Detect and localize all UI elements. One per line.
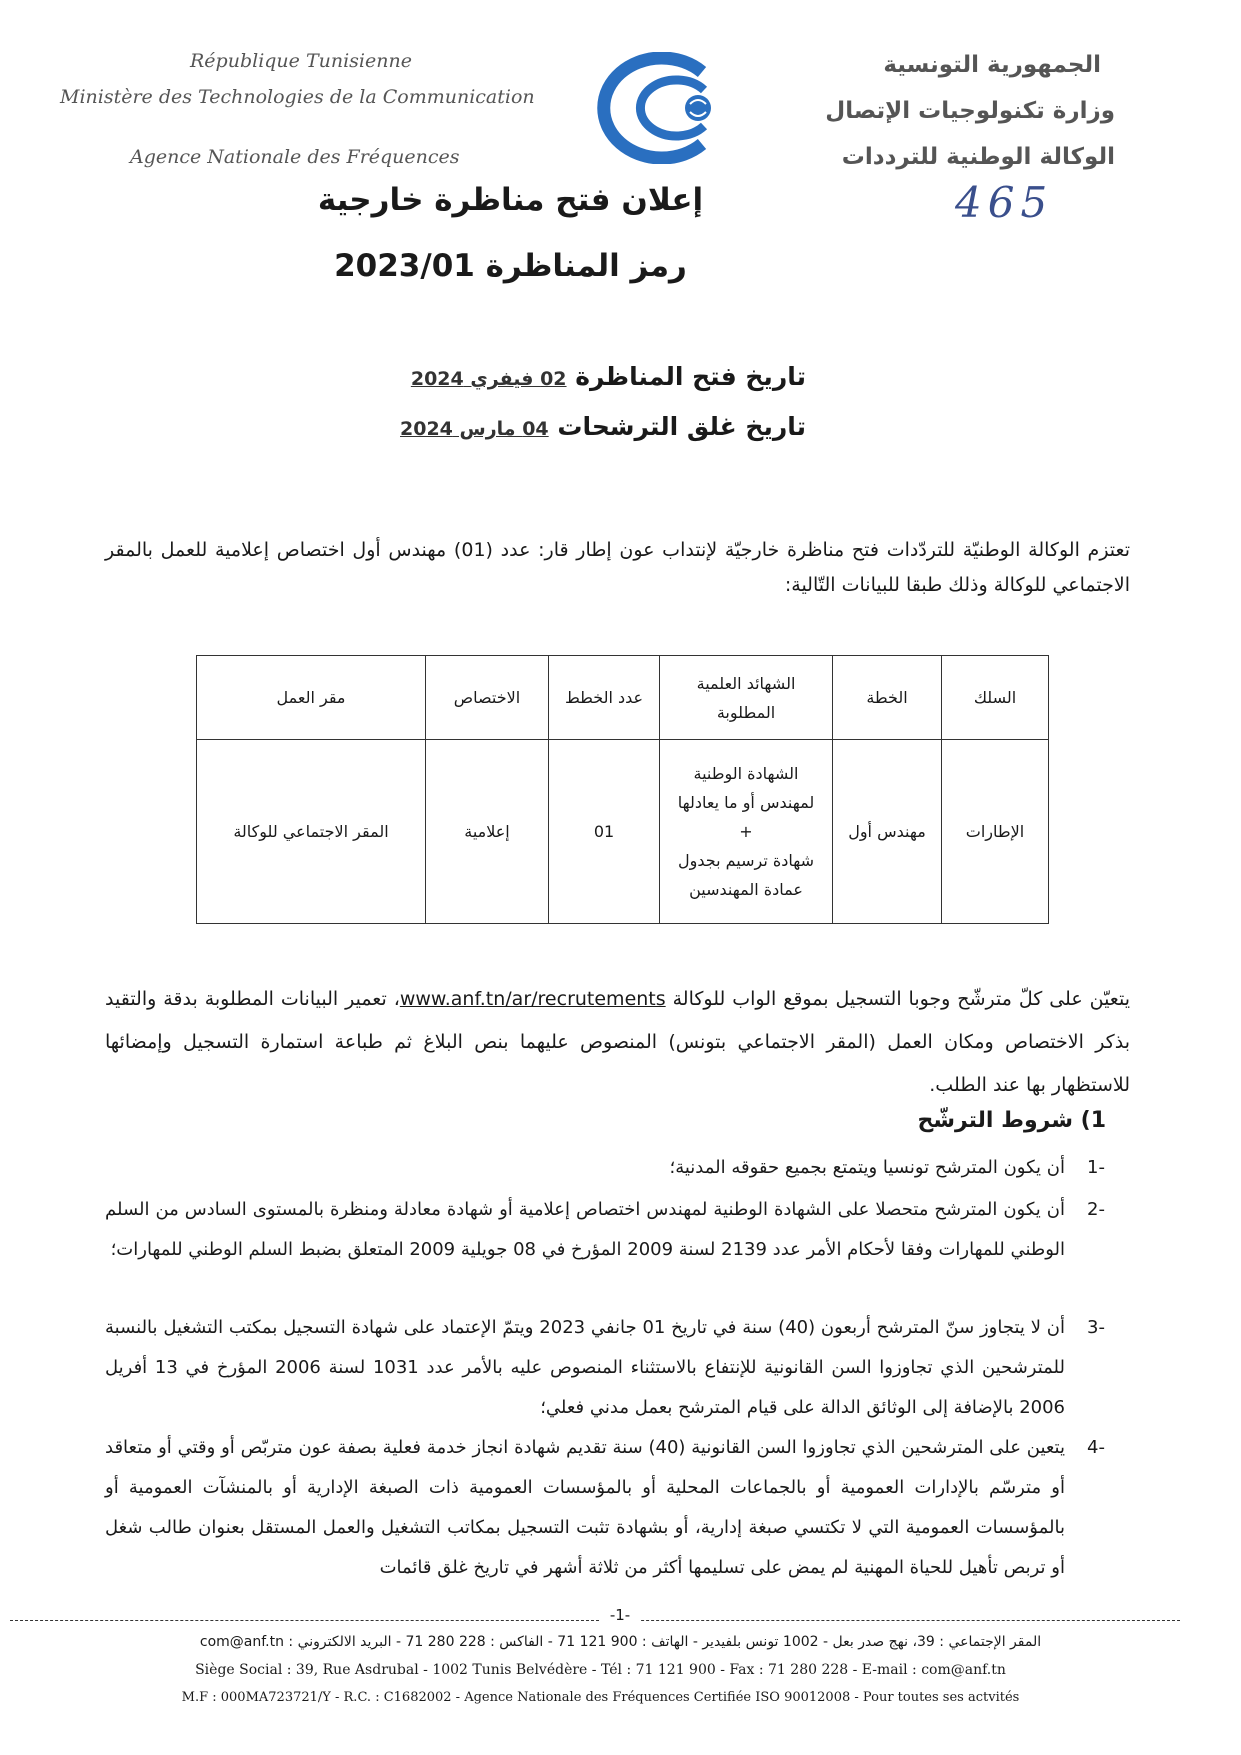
footer-fr-ids: M.F : 000MA723721/Y - R.C. : C1682002 - Agence Nationale des Fréquences Certifiée ISO 90012008 - Pour toutes ses actvités — [181, 1690, 1020, 1705]
registration-text-after: ، تعمير البيانات المطلوبة بدقة والتقيد بذكر الاختصاص ومكان العمل (المقر الاجتماعي بتونس) المنصوص عليهما بنص البلاغ ثم طباعة استمارة التسجيل وإمضائها للاستظهار بها عند الطلب. — [105, 988, 1130, 1096]
announcement-title: إعلان فتح مناظرة خارجية — [317, 182, 704, 218]
cell-grade: مهندس أول — [833, 740, 942, 924]
handwritten-reference: 465 — [955, 178, 1054, 227]
conditions-heading: 1) شروط الترشّح — [917, 1108, 1106, 1133]
list-item — [105, 1308, 1105, 1428]
header-speciality: الاختصاص — [426, 656, 549, 740]
condition-number: -1 — [1087, 1157, 1105, 1178]
cell-location: المقر الاجتماعي للوكالة — [197, 740, 426, 924]
condition-number: -2 — [1087, 1199, 1105, 1220]
intro-paragraph: تعتزم الوكالة الوطنيّة للتردّدات فتح مناظرة خارجيّة لإنتداب عون إطار قار: عدد (01) مهندس أول اختصاص إعلامية للعمل بالمقر الاجتماعي للوكالة وذلك طبقا للبيانات التّالية: — [105, 539, 1130, 596]
list-item — [105, 1428, 1105, 1588]
header-ar-agency: الوكالة الوطنية للترددات — [841, 144, 1115, 170]
registration-text-before: يتعيّن على كلّ مترشّح وجوبا التسجيل بموقع الواب للوكالة — [665, 988, 1130, 1010]
competition-code: رمز المناظرة 2023/01 — [334, 248, 687, 284]
header-location: مقر العمل — [197, 656, 426, 740]
header-ar-republic: الجمهورية التونسية — [883, 52, 1101, 78]
condition-text: يتعين على المترشحين الذي تجاوزوا السن القانونية (40) سنة تقديم شهادة انجاز خدمة فعلية بصفة عون متربّص أو وقتي أو متعاقد أو مترسّم بالإدارات العمومية أو بالجماعات المحلية أو بالمؤسسات العمومية ذات الصبغة الإدارية أو بالمنشآت العمومية أو بالمؤسسات العمومية التي لا تكتسي صبغة إدارية، أو بشهادة تثبت التسجيل بمكاتب التشغيل والعمل المستقل بعنوان طالب شغل أو تربص تأهيل للحياة المهنية لم يمض على تسليمها أكثر من ثلاثة أشهر في تاريخ غلق قائمات — [105, 1437, 1066, 1578]
header-fr-ministry: Ministère des Technologies de la Communication — [60, 86, 535, 108]
condition-number: -4 — [1087, 1437, 1105, 1458]
agency-logo — [594, 52, 738, 164]
cell-corps: الإطارات — [942, 740, 1049, 924]
cell-count: 01 — [549, 740, 660, 924]
cell-diploma-1: الشهادة الوطنية لمهندس أو ما يعادلها — [677, 764, 815, 812]
table-row — [197, 740, 1049, 924]
header-diploma: الشهائد العلمية المطلوبة — [660, 656, 833, 740]
cell-speciality: إعلامية — [426, 740, 549, 924]
closing-date-value: 04 مارس 2024 — [400, 418, 549, 440]
header-fr-agency: Agence Nationale des Fréquences — [130, 146, 460, 168]
registration-url-link[interactable]: www.anf.tn/ar/recrutements — [399, 988, 666, 1010]
header-corps: السلك — [942, 656, 1049, 740]
condition-text: أن يكون المترشح متحصلا على الشهادة الوطنية لمهندس اختصاص إعلامية أو شهادة معادلة ومنظرة بالمستوى السادس من السلم الوطني للمهارات وفقا لأحكام الأمر عدد 2139 لسنة 2009 المؤرخ في 08 جويلية 2009 المتعلق بضبط السلم الوطني للمهارات؛ — [105, 1199, 1065, 1260]
list-item — [105, 1190, 1105, 1270]
condition-text: أن يكون المترشح تونسيا ويتمتع بجميع حقوقه المدنية؛ — [669, 1157, 1065, 1178]
header-grade: الخطة — [833, 656, 942, 740]
cell-diploma-plus: + — [739, 822, 753, 841]
footer-ar-address: المقر الإجتماعي : 39، نهج صدر بعل - 1002 تونس بلفيدير - الهاتف : 900 121 71 - الفاكس : 228 280 71 - البريد الالكتروني : com@anf.tn — [199, 1634, 1042, 1650]
page-number: -1- — [600, 1606, 640, 1624]
footer-fr-address: Siège Social : 39, Rue Asdrubal - 1002 Tunis Belvédère - Tél : 71 121 900 - Fax : 71 280 228 - E-mail : com@anf.tn — [195, 1662, 1006, 1678]
opening-date-label: تاريخ فتح المناظرة — [575, 362, 806, 391]
header-ar-ministry: وزارة تكنولوجيات الإتصال — [825, 98, 1115, 124]
closing-date-label: تاريخ غلق الترشحات — [557, 412, 806, 441]
footer-divider — [10, 1620, 1180, 1621]
list-item — [105, 1150, 1105, 1186]
cell-diploma-2: شهادة ترسيم بجدول عمادة المهندسين — [677, 851, 815, 899]
opening-date-line — [411, 362, 806, 391]
registration-paragraph — [105, 978, 1130, 1107]
condition-number: -3 — [1087, 1317, 1105, 1338]
header-count: عدد الخطط — [549, 656, 660, 740]
condition-text: أن لا يتجاوز سنّ المترشح أربعون (40) سنة في تاريخ 01 جانفي 2023 ويتمّ الإعتماد على شهادة التسجيل بمكتب التشغيل بالنسبة للمترشحين الذي تجاوزوا السن القانونية للإنتفاع بالاستثناء المنصوص عليه بالأمر عدد 1031 لسنة 2006 المؤرخ في 13 أفريل 2006 بالإضافة إلى الوثائق الدالة على قيام المترشح بعمل مدني فعلي؛ — [105, 1317, 1065, 1418]
opening-date-value: 02 فيفري 2024 — [410, 368, 567, 390]
cell-diploma — [660, 740, 833, 924]
closing-date-line — [400, 412, 806, 441]
positions-table — [196, 655, 1049, 924]
header-fr-republic: République Tunisienne — [190, 50, 412, 72]
table-header-row — [197, 656, 1049, 740]
